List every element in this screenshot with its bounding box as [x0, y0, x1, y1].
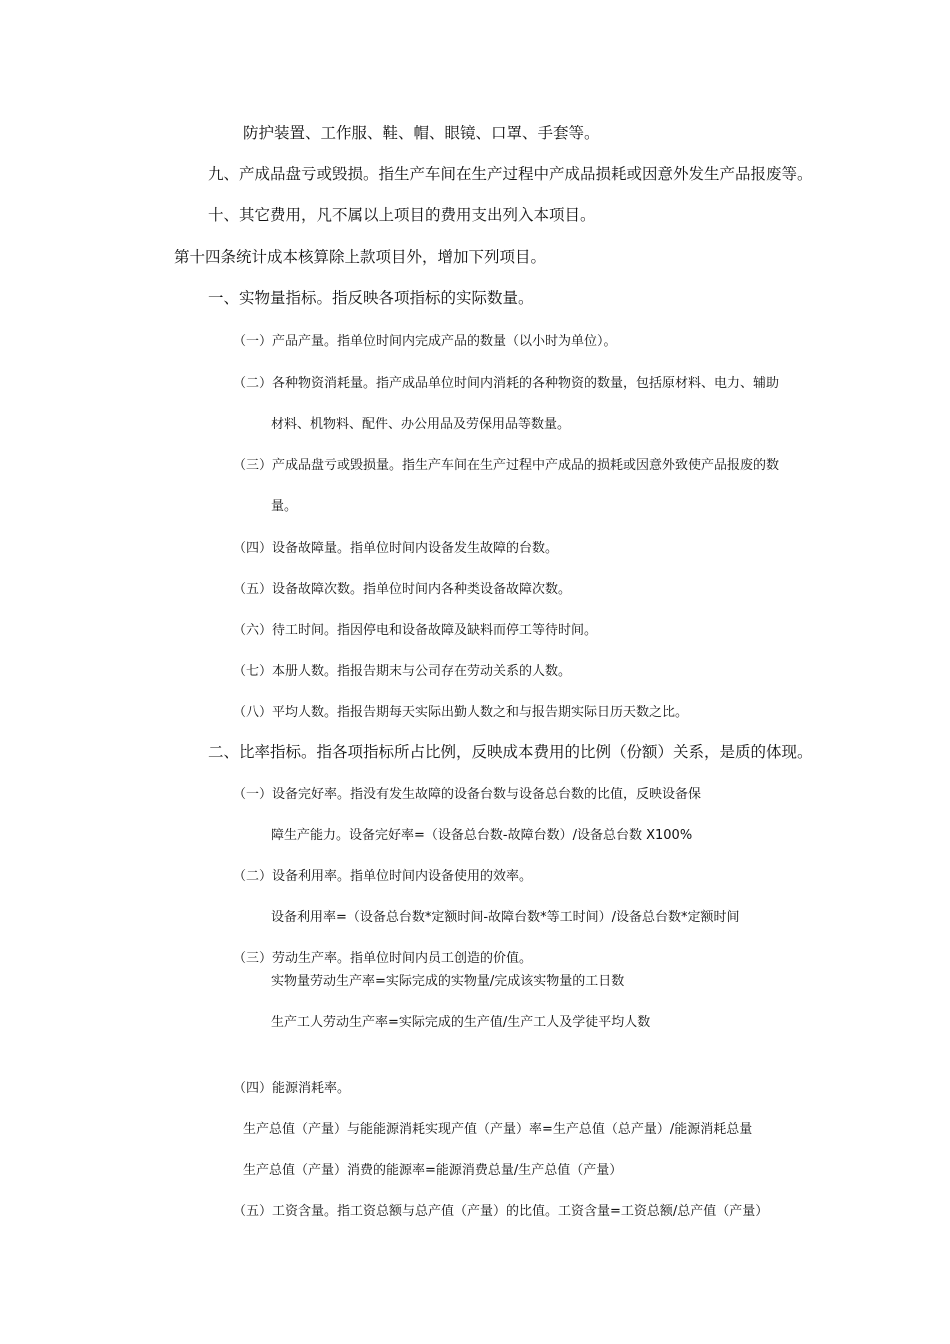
item-average-headcount: （八）平均人数。指报告期每天实际出勤人数之和与报告期实际日历天数之比。 [233, 705, 689, 720]
item-product-output: （一）产品产量。指单位时间内完成产品的数量（以小时为单位）。 [233, 334, 617, 349]
formula-energy-consumption-rate: 生产总值（产量）消费的能源率=能源消费总量/生产总值（产量） [243, 1163, 623, 1178]
formula-equipment-utilization: 设备利用率=（设备总台数*定额时间-故障台数*等工时间）/设备总台数*定额时间 [271, 910, 740, 925]
item-failure-count: （五）设备故障次数。指单位时间内各种类设备故障次数。 [233, 582, 572, 597]
article-fourteen: 第十四条统计成本核算除上款项目外，增加下列项目。 [174, 248, 547, 266]
item-wage-content: （五）工资含量。指工资总额与总产值（产量）的比值。工资含量=工资总额/总产值（产量） [233, 1204, 769, 1219]
item-material-consumption: （二）各种物资消耗量。指产成品单位时间内消耗的各种物资的数量，包括原材料、电力、辅助 [233, 376, 780, 391]
item-headcount: （七）本册人数。指报告期末与公司存在劳动关系的人数。 [233, 664, 572, 679]
section-ten: 十、其它费用，凡不属以上项目的费用支出列入本项目。 [208, 206, 596, 224]
section-nine: 九、产成品盘亏或毁损。指生产车间在生产过程中产成品损耗或因意外发生产品报废等。 [208, 165, 813, 183]
formula-energy-output-rate: 生产总值（产量）与能能源消耗实现产值（产量）率=生产总值（总产量）/能源消耗总量 [243, 1122, 753, 1137]
item-equipment-failure: （四）设备故障量。指单位时间内设备发生故障的台数。 [233, 541, 559, 556]
item-material-consumption-cont: 材料、机物料、配件、办公用品及劳保用品等数量。 [271, 417, 571, 432]
formula-worker-productivity: 生产工人劳动生产率=实际完成的生产值/生产工人及学徒平均人数 [271, 1015, 651, 1030]
item-product-loss-cont: 量。 [271, 499, 298, 514]
heading-ratio-indicators: 二、比率指标。指各项指标所占比例，反映成本费用的比例（份额）关系，是质的体现。 [208, 743, 813, 761]
formula-physical-productivity: 实物量劳动生产率=实际完成的实物量/完成该实物量的工日数 [271, 974, 625, 989]
text-line: 防护装置、工作服、鞋、帽、眼镜、口罩、手套等。 [243, 124, 600, 142]
item-labor-productivity: （三）劳动生产率。指单位时间内员工创造的价值。 [233, 951, 533, 966]
item-idle-time: （六）待工时间。指因停电和设备故障及缺料而停工等待时间。 [233, 623, 598, 638]
item-product-loss: （三）产成品盘亏或毁损量。指生产车间在生产过程中产成品的损耗或因意外致使产品报废的数 [233, 458, 780, 473]
heading-physical-indicators: 一、实物量指标。指反映各项指标的实际数量。 [208, 289, 534, 307]
item-energy-consumption: （四）能源消耗率。 [233, 1081, 351, 1096]
formula-equipment-intact-rate: 障生产能力。设备完好率=（设备总台数-故障台数）/设备总台数 X100% [271, 828, 693, 843]
item-equipment-intact-rate: （一）设备完好率。指没有发生故障的设备台数与设备总台数的比值，反映设备保 [233, 787, 702, 802]
item-equipment-utilization: （二）设备利用率。指单位时间内设备使用的效率。 [233, 869, 533, 884]
